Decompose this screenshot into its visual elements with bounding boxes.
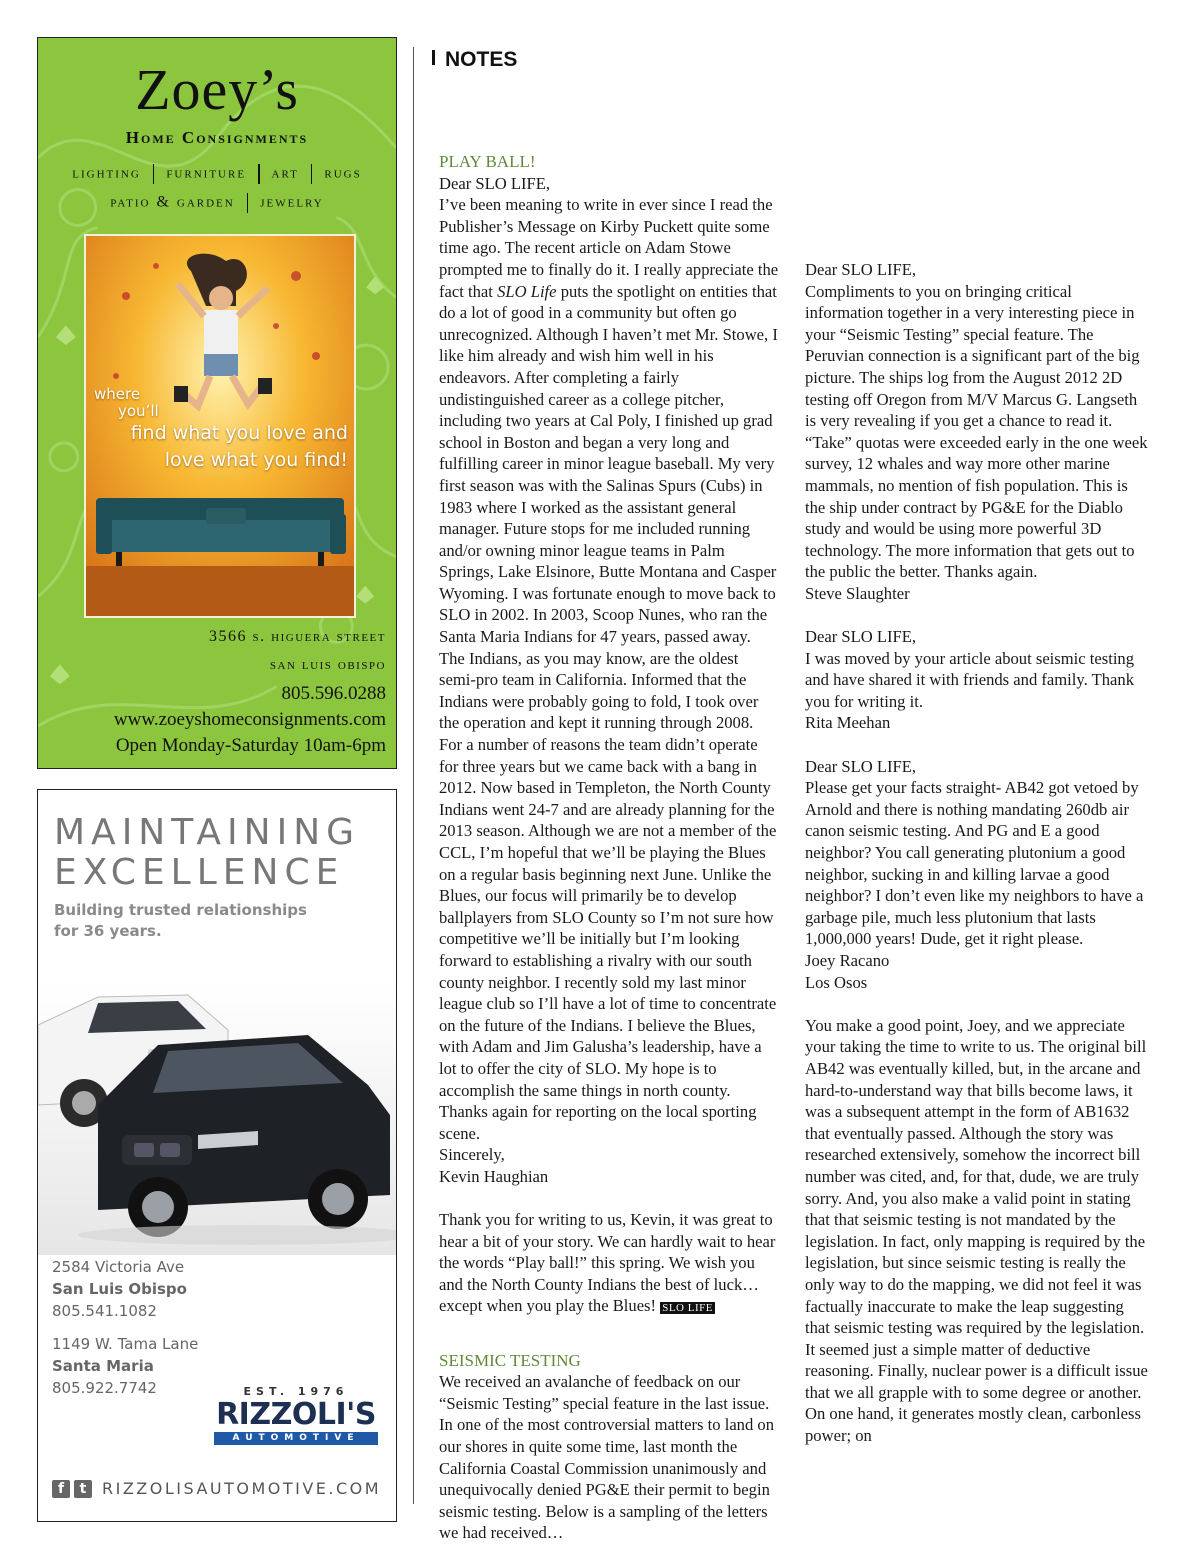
category-divider: [247, 193, 249, 213]
logo-name: RIZZOLI'S: [216, 1397, 376, 1432]
location-santa-maria: [52, 1333, 198, 1399]
letter-body: I was moved by your article about seismic testing and have shared it with friends and family. Thank you for writing it.: [805, 648, 1135, 711]
caption-line-2: love what you find!: [164, 449, 348, 471]
seismic-intro: We received an avalanche of feedback on our “Seismic Testing” special feature in the last issue. In one of the most controversial matters to land on our shores in quite some time, last month the California Coastal Commission unanimously and unequivocally denied PG&E their permit to begin seismic testing. Below is a sampling of the letters we had received…: [439, 1372, 775, 1543]
rizzolis-ad[interactable]: [37, 789, 397, 1522]
ad-subheadline: [54, 900, 307, 942]
category-divider: [258, 164, 260, 184]
zoeys-city: san luis obispo: [269, 656, 386, 673]
location-street: 1149 W. Tama Lane: [52, 1335, 199, 1353]
letter-body: [439, 194, 779, 1144]
logo-automotive-bar: AUTOMOTIVE: [214, 1432, 378, 1445]
category-row-1: [38, 164, 396, 184]
letter-body-part-1: I’ve been meaning to write in ever since I read the Publisher’s Message on Kirby Puckett quite some time ago. The recent article on Adam Stowe prompted me to finally do it. I really appreciate the fact that: [439, 195, 779, 301]
letter-body-part-2: puts the spotlight on entities that do a lot of good in a community but often go unrecognized. Although I haven’t met Mr. Stowe, I like him already and wish him well in his endeavors. After completing a fairly undistinguished career as a college pitcher, including two years at Cal Poly, I finished up grad school in Boston and began a very long and fulfilling career in minor league baseball. My very first season was with the Salinas Spurs (Cubs) in 1983 where I worked as the assistant general manager. Future stops for me included running and/or owning minor league teams in Palm Springs, Lake Elsinore, Butte Montana and Casper Wyoming. I was fortunate enough to move back to SLO in 2002. In 2003, Scoop Nunes, who ran the Santa Maria Indians for 47 years, passed away. The Indians, as you may know, are the oldest semi-pro team in California. Informed that the Indians were probably going to fold, I took over the operation and kept it running through 2008. For a number of reasons the team didn’t operate for three years but we came back with a bang in 2012. Now based in Templeton, the North County Indians went 24-7 and are already planning for the 2013 season. Although we are not a member of the CCL, I’m hopeful that we’ll be playing the Blues on a regular basis beginning next June. Unlike the Blues, our focus will primarily be to develop ballplayers from SLO County so I’m not sure how competitive we’ll be initially but I’m looking forward to establishing a rivalry with our south county neighbor. I recently sold my last minor league club so I’ll have a lot of time to concentrate on the future of the Indians. I believe the Blues, with Adam and Jim Galusha’s leadership, have a lot to offer the city of SLO. My hope is to accomplish the same things in north county. Thanks again for reporting on the local sporting scene.: [439, 281, 778, 1143]
rizzolis-website[interactable]: RIZZOLISAUTOMOTIVE.COM: [102, 1479, 382, 1498]
rizzolis-logo: [208, 1385, 384, 1445]
location-city: San Luis Obispo: [52, 1280, 187, 1298]
category-item: furniture: [166, 164, 247, 182]
article-column-1: [439, 151, 779, 1544]
column-divider: [413, 47, 414, 1504]
publication-name: SLO Life: [497, 281, 557, 301]
letter-salutation: Dear SLO LIFE,: [439, 173, 551, 193]
letter-salutation: Dear SLO LIFE,: [805, 756, 917, 776]
subheadline-line-1: Building trusted relationships: [54, 901, 307, 919]
letter-body: Compliments to you on bringing critical information together in a very interesting piece in your “Seismic Testing” special feature. The Peruvian connection is a significant part of the big picture. The ships log from the August 2012 2D testing off Oregon from M/V Marcus G. Langseth is very revealing if you get a chance to read it. “Take” quotas were exceeded early in the one week survey, 12 whales and way more other marine mammals, no mention of fish population. This is the ship under contract by PG&E for the Diablo study and would be using more powerful 3D technology. The more information that gets out to the public the better. Thanks again.: [805, 281, 1148, 582]
facebook-icon[interactable]: f: [52, 1480, 70, 1498]
letter-location: Los Osos: [805, 972, 868, 992]
category-item: patio & garden: [110, 193, 235, 211]
location-street: 2584 Victoria Ave: [52, 1258, 185, 1276]
letter-closing: Sincerely,: [439, 1145, 505, 1165]
letter-heading-seismic: SEISMIC TESTING: [439, 1350, 581, 1370]
category-item: jewelry: [260, 193, 324, 211]
twitter-icon[interactable]: t: [74, 1480, 92, 1498]
location-phone[interactable]: 805.541.1082: [52, 1302, 157, 1320]
category-item: lighting: [72, 164, 141, 182]
letter-salutation: Dear SLO LIFE,: [805, 260, 917, 279]
letter-body: Please get your facts straight- AB42 got vetoed by Arnold and there is nothing mandating 260db air canon seismic testing. And PG and E a good neighbor? You call generating plutonium a good neighbor, sucking in and killing larvae a good neighbor? I don’t even like my neighbors to have a garbage pile, much less plutonium that lasts 1,000,000 years! Dude, get it right please.: [805, 778, 1144, 949]
category-divider: [153, 164, 155, 184]
category-divider: [311, 164, 313, 184]
social-row: [52, 1479, 381, 1498]
letter-salutation: Dear SLO LIFE,: [805, 627, 917, 647]
header-bar: [432, 50, 435, 65]
editor-reply: [439, 1209, 779, 1320]
caption-youll: you’ll: [118, 402, 159, 420]
zoeys-website[interactable]: www.zoeyshomeconsignments.com: [113, 709, 386, 730]
zoeys-ad[interactable]: [37, 37, 397, 769]
location-phone[interactable]: 805.922.7742: [52, 1379, 157, 1397]
letter-signature: Joey Racano: [805, 951, 890, 970]
letter-signature: Steve Slaughter: [805, 583, 910, 603]
zoeys-phone[interactable]: 805.596.0288: [281, 683, 386, 704]
logo-established: EST. 1976: [243, 1385, 349, 1398]
section-header: [432, 48, 517, 72]
zoeys-brand-name: Zoey’s: [135, 57, 299, 122]
jumping-woman-photo: [84, 234, 356, 618]
location-slo: [52, 1256, 187, 1322]
letter-signature: Kevin Haughian: [439, 1166, 549, 1186]
photo-caption: [92, 386, 348, 474]
subheadline-line-2: for 36 years.: [54, 922, 162, 940]
editor-reply: You make a good point, Joey, and we appreciate your taking the time to write to us. The original bill AB42 was eventually killed, but, in the arcane and hard-to-understand way that bills become laws, it was a subsequent attempt in the form of AB1632 that eventually passed. Although the story was researched extensively, somehow the incorrect bill number was cited, and, for that, dude, we are truly sorry. And, you also make a valid point in stating that that seismic testing is not mandated by the legislation. In fact, only mapping is required by the legislation, but since seismic testing is really the only way to do the mapping, we did not feel it was factually inaccurate to make the leap suggesting that seismic testing was required by the legislation. It seemed just a simple matter of deductive reasoning. Finally, nuclear power is a difficult issue that we all grapple with to some degree or another. On one hand, it generates mostly clean, carbonless power; on: [805, 1015, 1148, 1446]
letter-heading-play-ball: PLAY BALL!: [439, 152, 536, 171]
ad-headline-maintaining: MAINTAINING: [54, 812, 361, 853]
caption-line-1: find what you love and: [130, 422, 348, 444]
zoeys-hours: Open Monday-Saturday 10am-6pm: [115, 735, 386, 756]
category-row-2: [38, 193, 396, 213]
caption-where: where: [94, 385, 141, 403]
intro-continuation-space: [805, 151, 1150, 259]
category-item: art: [271, 164, 299, 182]
editor-reply-text: Thank you for writing to us, Kevin, it was great to hear a bit of your story. We can hardly wait to hear the words “Play ball!” this spring. We wish you and the North County Indians the best of luck… except when you play the Blues!: [439, 1210, 776, 1316]
section-title: NOTES: [445, 48, 518, 71]
zoeys-tagline: Home Consignments: [125, 128, 309, 147]
category-item: rugs: [324, 164, 362, 182]
ad-headline-excellence: EXCELLENCE: [54, 852, 345, 893]
slo-life-tag: SLO LIFE: [662, 1302, 713, 1315]
zoeys-street: 3566 s. higuera street: [209, 628, 386, 645]
cars-photo: [38, 985, 396, 1255]
letter-signature: Rita Meehan: [805, 713, 891, 733]
article-column-2: [805, 151, 1150, 1447]
location-city: Santa Maria: [52, 1357, 154, 1375]
